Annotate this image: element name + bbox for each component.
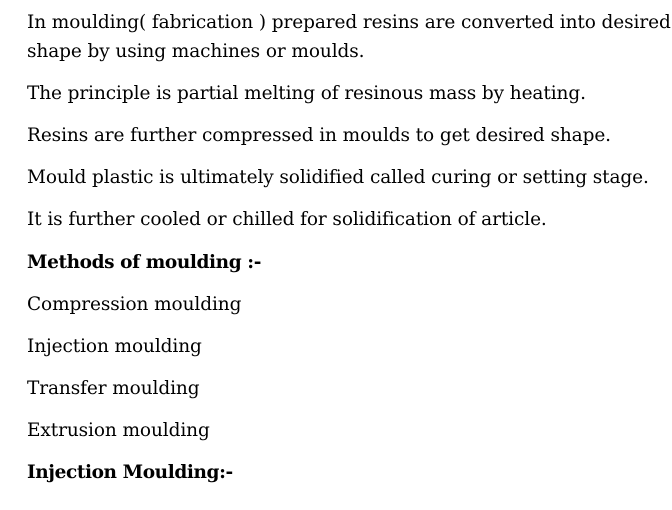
method-item-injection: Injection moulding xyxy=(27,336,202,357)
paragraph-curing: Mould plastic is ultimately solidified called curing or setting stage. xyxy=(27,167,649,188)
paragraph-cooling: It is further cooled or chilled for solidification of article. xyxy=(27,209,547,230)
method-item-compression: Compression moulding xyxy=(27,294,242,315)
paragraph-moulding-line-2: shape by using machines or moulds. xyxy=(27,41,365,62)
methods-heading: Methods of moulding :- xyxy=(27,252,262,273)
method-item-transfer: Transfer moulding xyxy=(27,378,200,399)
injection-moulding-heading: Injection Moulding:- xyxy=(27,462,233,483)
paragraph-principle: The principle is partial melting of resinous mass by heating. xyxy=(27,83,586,104)
paragraph-moulding-line-1: In moulding( fabrication ) prepared resins are converted into desired xyxy=(27,12,671,33)
paragraph-compression: Resins are further compressed in moulds to get desired shape. xyxy=(27,125,611,146)
method-item-extrusion: Extrusion moulding xyxy=(27,420,210,441)
